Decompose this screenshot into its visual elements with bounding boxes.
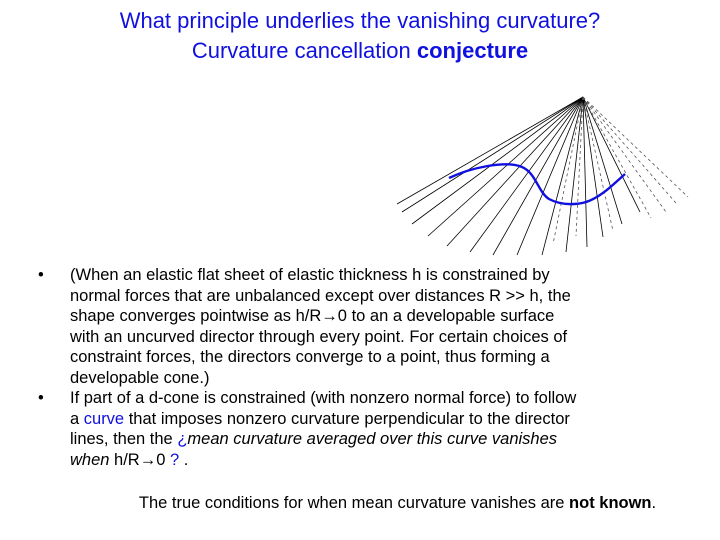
bullet-1-line: shape converges pointwise as h/R→0 to an a developable surface [70,307,555,325]
director-line-solid-3 [412,97,583,224]
director-line-solid-7 [493,97,583,255]
inverted-question-mark: ¿ [177,430,188,448]
bullet-2-line-2-b: that imposes nonzero curvature perpendicular to the director [124,409,570,428]
bullet-1-line: with an uncurved director through every point. For certain choices of [70,327,568,346]
director-line-solid-13 [583,97,622,224]
director-lines [397,97,688,255]
director-line-solid-4 [428,97,583,236]
director-line-dashed-6 [583,97,676,203]
director-line-dashed-1 [553,97,583,244]
director-line-solid-10 [566,97,583,252]
director-line-solid-2 [402,97,583,212]
title-line-2-prefix: Curvature cancellation [191,38,417,63]
director-line-solid-1 [397,97,583,204]
bullet-2-line-1: If part of a d-cone is constrained (with nonzero normal force) to follow [70,389,577,407]
bullet-marker: • [38,266,44,284]
bullet-marker: • [38,389,44,407]
director-line-dashed-5 [583,97,666,212]
bullet-2-line-4-b: h/R→0 [109,450,170,469]
bullet-list [38,265,698,470]
footer-suffix: . [651,494,657,512]
conjecture-italic-when: when [70,450,110,469]
director-line-solid-8 [517,97,583,255]
title-line-2-bold: conjecture [416,38,529,63]
footer-bold: not known [569,494,652,512]
curve-term: curve [83,409,125,428]
footer-note [0,494,720,513]
footer-prefix: The true conditions for when mean curvature vanishes are [138,494,570,512]
bullet-item-1 [38,265,698,388]
bullet-1-line: normal forces that are unbalanced except over distances R >> h, the [70,286,571,305]
bullet-item-2 [38,388,698,470]
director-line-dashed-2 [576,97,583,236]
bullet-1-line: developable cone.) [70,368,210,387]
bullet-1-line: constraint forces, the directors converge to a point, thus forming a [70,348,550,366]
title-line-1: What principle underlies the vanishing curvature? [119,8,601,33]
bullet-1-line: (When an elastic flat sheet of elastic thickness h is constrained by [70,266,550,284]
bullet-2-line-2-a: a [70,409,84,428]
question-mark: ? [169,450,180,469]
director-line-solid-9 [542,97,583,255]
constraint-curve [449,164,625,204]
bullet-2-line-4-end: . [179,450,189,469]
bullet-2-line-3-a: lines, then the [70,430,178,448]
conjecture-italic-text: mean curvature averaged over this curve vanishes [187,430,558,448]
director-line-solid-6 [470,97,583,252]
